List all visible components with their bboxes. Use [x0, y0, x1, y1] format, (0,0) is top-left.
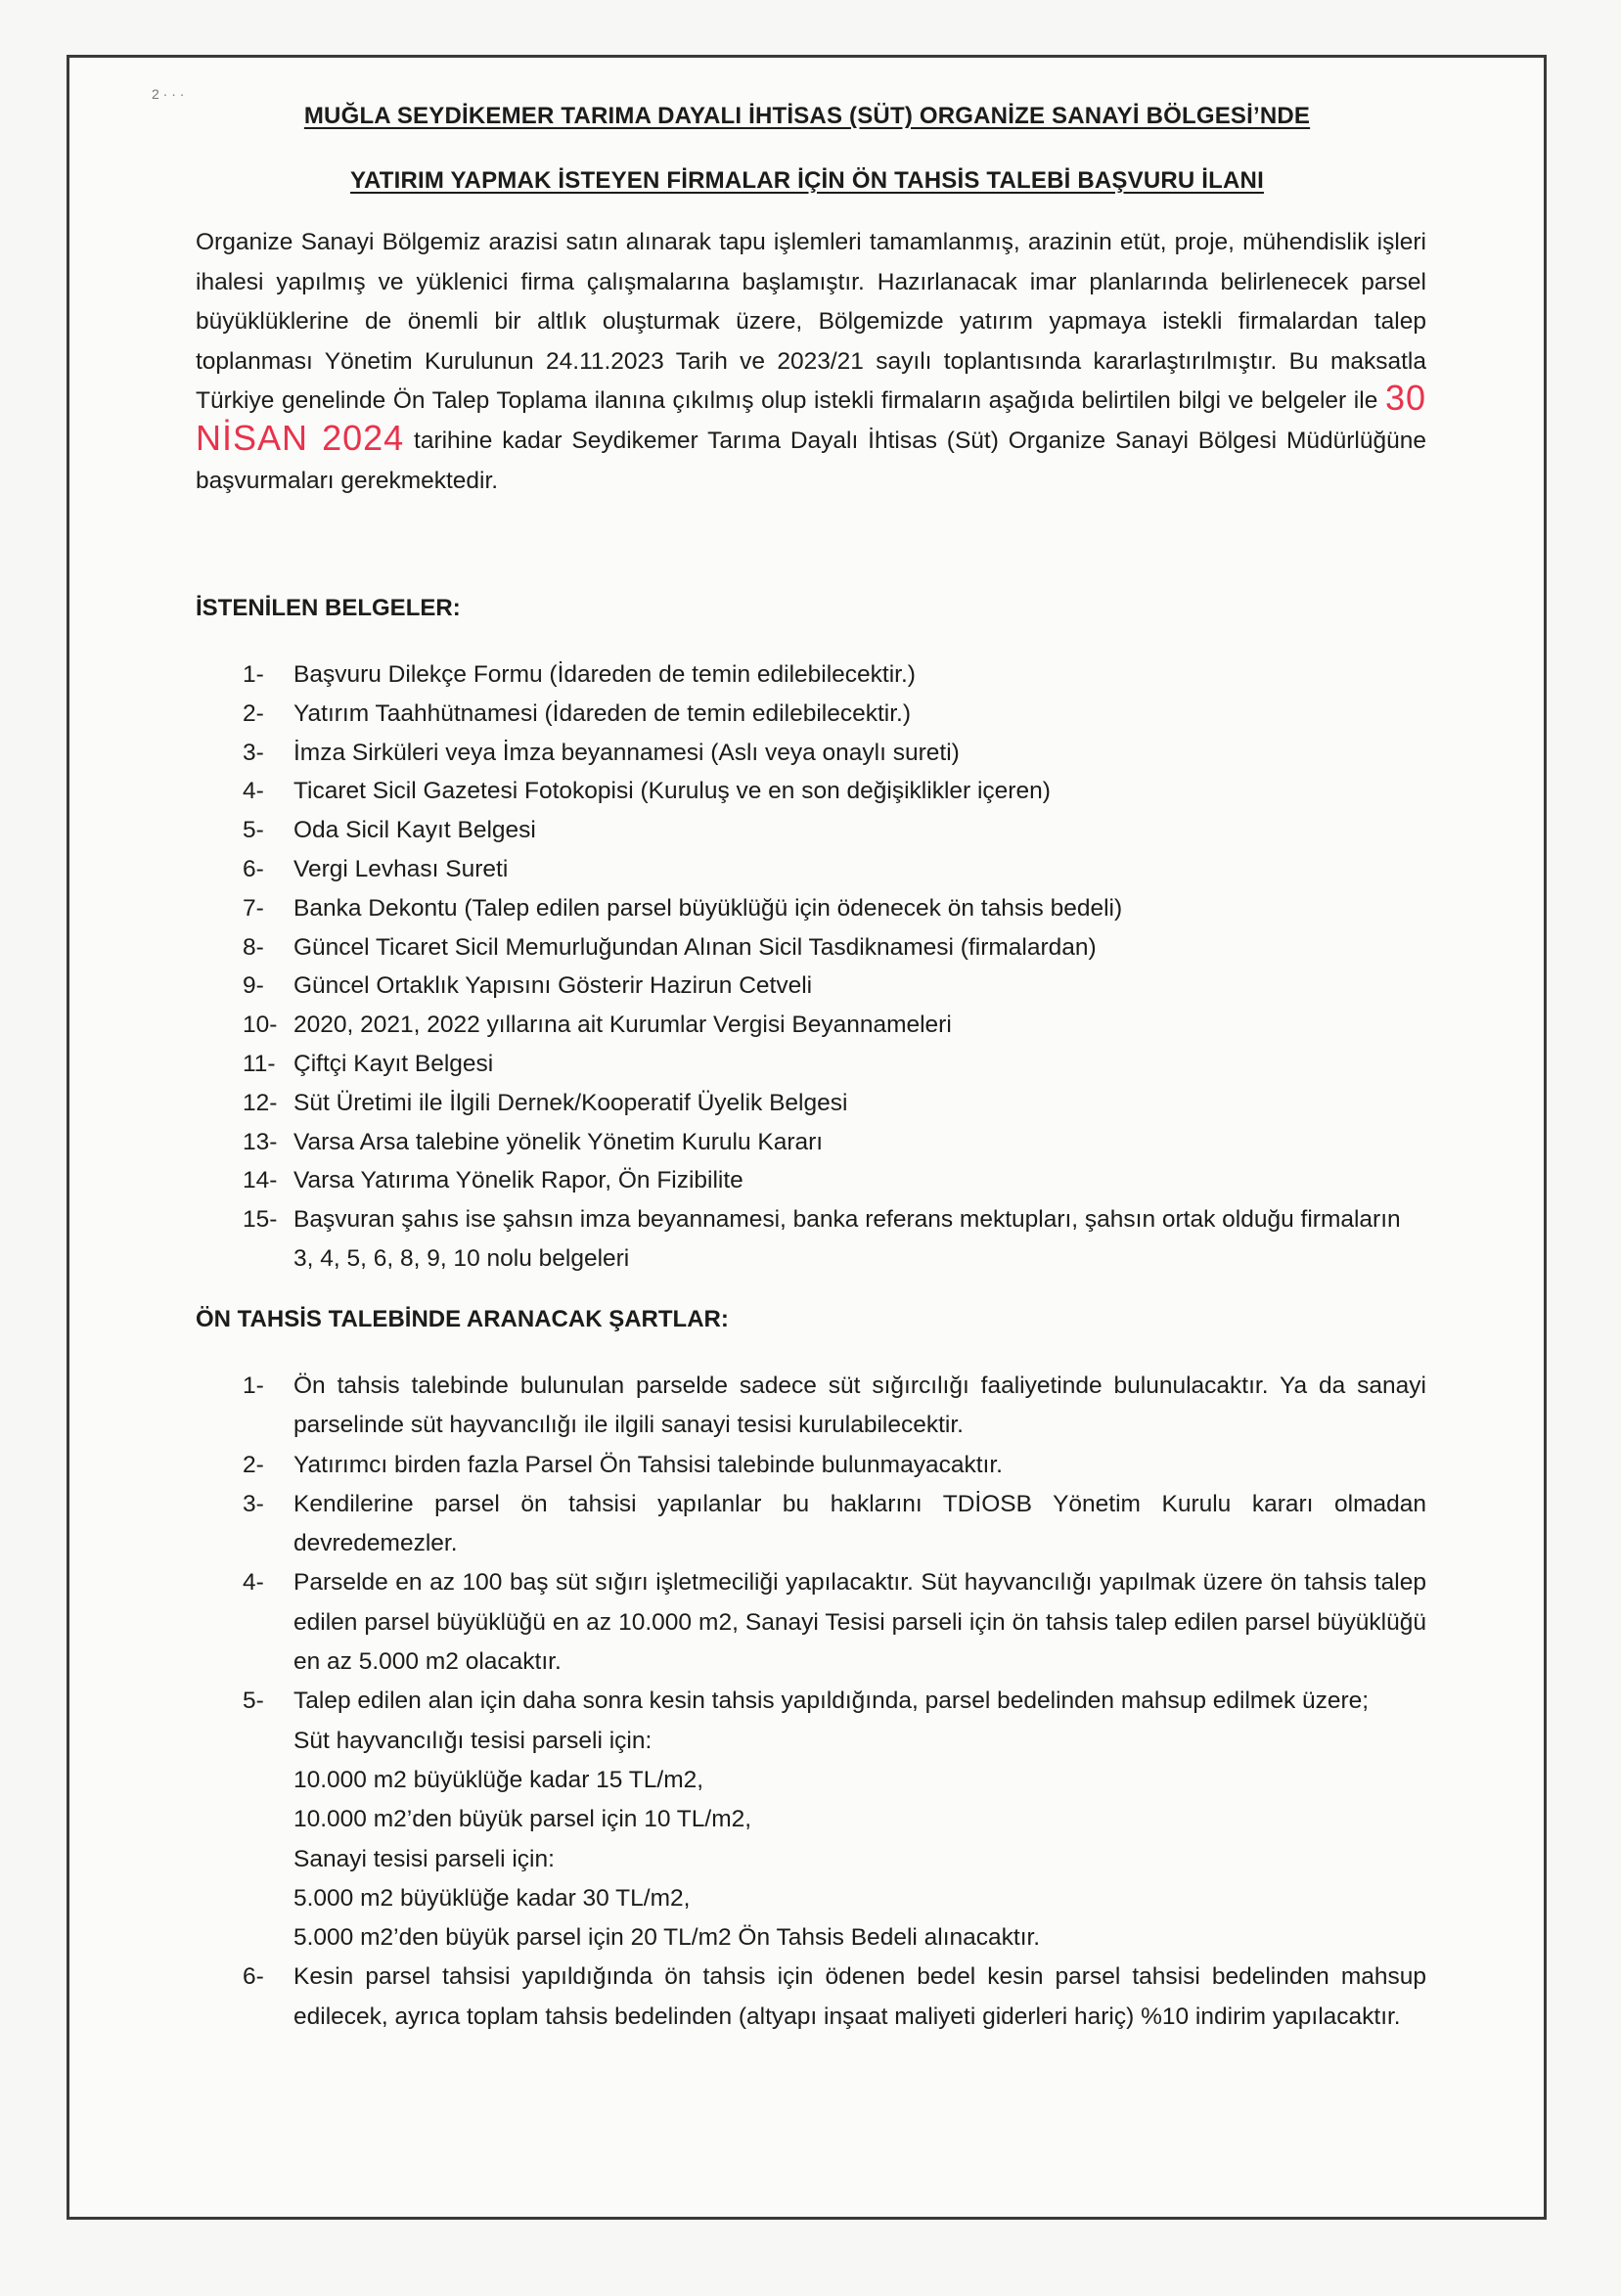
required-doc-item	[243, 1161, 1426, 1200]
required-doc-item	[243, 811, 1426, 850]
conditions-title: ÖN TAHSİS TALEBİNDE ARANACAK ŞARTLAR:	[196, 1306, 729, 1332]
fee-detail-line: 5.000 m2’den büyük parsel için 20 TL/m2 Ön Tahsis Bedeli alınacaktır.	[293, 1924, 1041, 1952]
list-item-number: 4-	[243, 778, 264, 805]
list-item-number: 1-	[243, 661, 264, 688]
list-item-number: 5-	[243, 817, 264, 844]
list-item-text: 2020, 2021, 2022 yıllarına ait Kurumlar Vergisi Beyannameleri	[293, 1012, 952, 1039]
required-doc-item	[243, 734, 1426, 773]
intro-text-before: Organize Sanayi Bölgemiz arazisi satın alınarak tapu işlemleri tamamlanmış, arazinin etüt, proje, mühendislik işleri ihalesi yapılmış ve yüklenici firma çalışmalarına başlamıştır. Hazırlanacak imar planlarında belirlenecek parsel büyüklüklerine de önemli bir altlık oluşturmak üzere, Bölgemizde yatırım yapmaya istekli firmalardan talep toplanması Yönetim Kurulunun 24.11.2023 Tarih ve 2023/21 sayılı toplantısında kararlaştırılmıştır. Bu maksatla Türkiye genelinde Ön Talep Toplama ilanına çıkılmış olup istekli firmaların aşağıda belirtilen bilgi ve belgeler ile	[196, 229, 1426, 415]
list-item-text: Güncel Ortaklık Yapısını Gösterir Hazirun Cetveli	[293, 972, 813, 1000]
fee-detail-line: Sanayi tesisi parseli için:	[293, 1845, 555, 1872]
list-item-text: Banka Dekontu (Talep edilen parsel büyüklüğü için ödenecek ön tahsis bedeli)	[293, 894, 1123, 922]
list-item-number: 7-	[243, 894, 264, 922]
deadline-date: 30 NİSAN 2024	[196, 378, 1426, 458]
list-item-number: 2-	[243, 699, 264, 727]
list-item-number: 3-	[243, 1490, 264, 1517]
required-doc-item	[243, 889, 1426, 928]
list-item-text: Vergi Levhası Sureti	[293, 855, 509, 882]
required-doc-item	[243, 772, 1426, 811]
required-doc-item	[243, 1045, 1426, 1084]
condition-item	[243, 1446, 1426, 1485]
list-item-number: 6-	[243, 855, 264, 882]
condition-item	[243, 1485, 1426, 1564]
required-docs-title: İSTENİLEN BELGELER:	[196, 595, 461, 621]
list-item-number: 14-	[243, 1167, 278, 1194]
list-item-text: Çiftçi Kayıt Belgesi	[293, 1050, 494, 1077]
list-item-text: Varsa Arsa talebine yönelik Yönetim Kurulu Kararı	[293, 1128, 824, 1155]
list-item-text: Oda Sicil Kayıt Belgesi	[293, 817, 536, 844]
header-title-line-2: YATIRIM YAPMAK İSTEYEN FİRMALAR İÇİN ÖN TAHSİS TALEBİ BAŞVURU İLANI	[350, 167, 1264, 194]
corner-mark: 2 · · ·	[152, 86, 185, 102]
required-doc-item	[243, 928, 1426, 968]
list-item-text: Varsa Yatırıma Yönelik Rapor, Ön Fizibilite	[293, 1167, 743, 1194]
list-item-number: 12-	[243, 1089, 278, 1116]
required-doc-item	[243, 1123, 1426, 1162]
condition-item	[243, 1563, 1426, 1682]
required-doc-item	[243, 695, 1426, 734]
intro-text-after: tarihine kadar Seydikemer Tarıma Dayalı İhtisas (Süt) Organize Sanayi Bölgesi Müdürlüğüne başvurmaları gerekmektedir.	[196, 427, 1426, 494]
condition-item	[243, 1682, 1426, 1958]
list-item-text: Kendilerine parsel ön tahsisi yapılanlar bu haklarını TDİOSB Yönetim Kurulu kararı olmadan devredemezler.	[293, 1490, 1426, 1557]
header-title-line-1: MUĞLA SEYDİKEMER TARIMA DAYALI İHTİSAS (SÜT) ORGANİZE SANAYİ BÖLGESİ’NDE	[303, 103, 1311, 129]
fee-detail-line: 5.000 m2 büyüklüğe kadar 30 TL/m2,	[293, 1884, 691, 1912]
intro-paragraph	[196, 223, 1426, 501]
required-doc-item	[243, 1200, 1426, 1279]
required-doc-item	[243, 967, 1426, 1006]
conditions-list	[243, 1367, 1426, 2037]
list-item-text: Başvuru Dilekçe Formu (İdareden de temin edilebilecektir.)	[293, 661, 916, 688]
list-item-number: 9-	[243, 972, 264, 1000]
document-header	[137, 103, 1477, 195]
required-doc-item	[243, 1084, 1426, 1123]
fee-detail-line: 10.000 m2’den büyük parsel için 10 TL/m2,	[293, 1806, 752, 1833]
list-item-text: Parselde en az 100 baş süt sığırı işletmeciliği yapılacaktır. Süt hayvancılığı yapılmak üzere ön tahsis talep edilen parsel büyüklüğü en az 10.000 m2, Sanayi Tesisi parseli için ön tahsis talep edilen parsel büyüklüğü en az 5.000 m2 olacaktır.	[293, 1569, 1426, 1676]
condition-item	[243, 1958, 1426, 2037]
required-doc-item	[243, 850, 1426, 889]
list-item-text: İmza Sirküleri veya İmza beyannamesi (Aslı veya onaylı sureti)	[293, 739, 960, 766]
list-item-number: 13-	[243, 1128, 278, 1155]
list-item-number: 1-	[243, 1373, 264, 1399]
list-item-text: Başvuran şahıs ise şahsın imza beyannamesi, banka referans mektupları, şahsın ortak olduğu firmaların 3, 4, 5, 6, 8, 9, 10 nolu belgeleri	[293, 1206, 1401, 1272]
list-item-text: Güncel Ticaret Sicil Memurluğundan Alınan Sicil Tasdiknamesi (firmalardan)	[293, 933, 1097, 961]
list-item-number: 2-	[243, 1451, 264, 1478]
list-item-text: Süt Üretimi ile İlgili Dernek/Kooperatif Üyelik Belgesi	[293, 1089, 848, 1116]
list-item-text: Yatırım Taahhütnamesi (İdareden de temin edilebilecektir.)	[293, 699, 911, 727]
list-item-number: 15-	[243, 1206, 278, 1234]
condition-item	[243, 1367, 1426, 1446]
fee-detail-line: 10.000 m2 büyüklüğe kadar 15 TL/m2,	[293, 1766, 704, 1793]
required-doc-item	[243, 1006, 1426, 1045]
list-item-number: 5-	[243, 1688, 264, 1715]
list-item-text: Ticaret Sicil Gazetesi Fotokopisi (Kuruluş ve en son değişiklikler içeren)	[293, 778, 1051, 805]
list-item-text: Ön tahsis talebinde bulunulan parselde sadece süt sığırcılığı faaliyetinde bulunulacaktır. Ya da sanayi parselinde süt hayvancılığı ile ilgili sanayi tesisi kurulabilecektir.	[293, 1373, 1426, 1439]
required-docs-list	[243, 655, 1426, 1279]
fee-detail-line: Süt hayvancılığı tesisi parseli için:	[293, 1727, 653, 1754]
list-item-text: Kesin parsel tahsisi yapıldığında ön tahsis için ödenen bedel kesin parsel tahsisi bedelinden mahsup edilecek, ayrıca toplam tahsis bedelinden (altyapı inşaat maliyeti giderleri hariç) %10 indirim yapılacaktır.	[293, 1963, 1426, 2030]
list-item-number: 10-	[243, 1012, 278, 1039]
list-item-text: Yatırımcı birden fazla Parsel Ön Tahsisi talebinde bulunmayacaktır.	[293, 1451, 1003, 1478]
list-item-number: 6-	[243, 1963, 264, 1991]
list-item-number: 11-	[243, 1050, 276, 1077]
required-doc-item	[243, 655, 1426, 695]
list-item-number: 4-	[243, 1569, 264, 1597]
list-item-number: 8-	[243, 933, 264, 961]
list-item-text: Talep edilen alan için daha sonra kesin tahsis yapıldığında, parsel bedelinden mahsup edilmek üzere;	[293, 1688, 1370, 1715]
list-item-number: 3-	[243, 739, 264, 766]
